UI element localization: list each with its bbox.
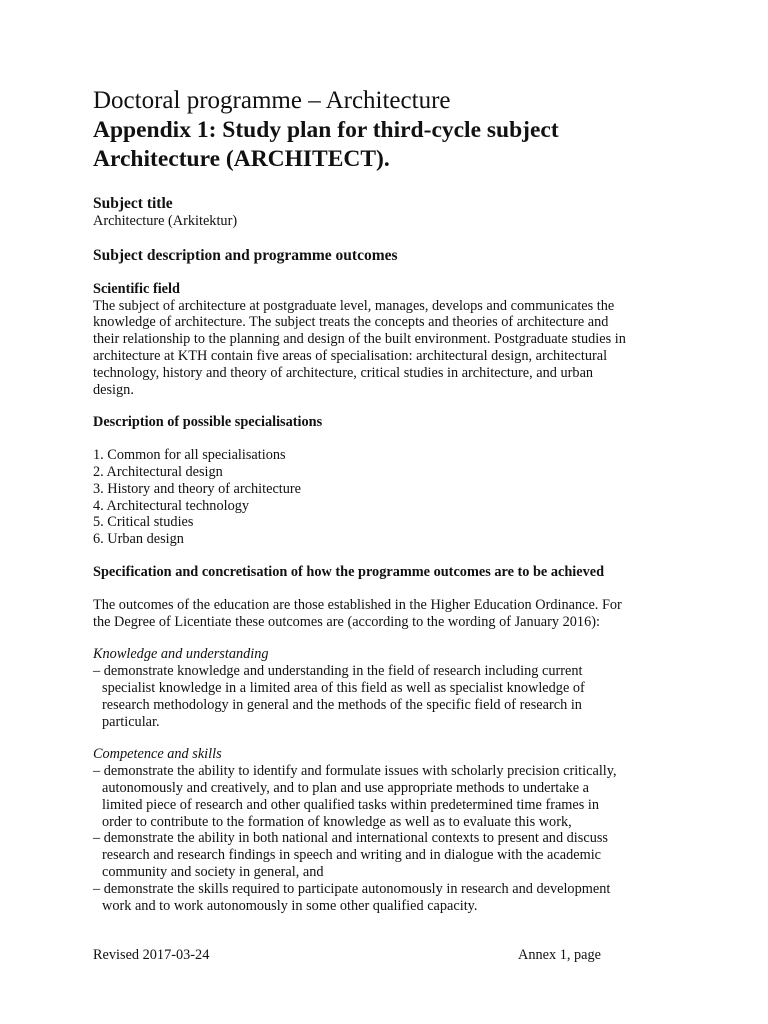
- paragraph-line: – demonstrate the ability in both national and international contexts to present and discuss: [93, 830, 608, 847]
- specialisations-heading: Description of possible specialisations: [93, 414, 323, 431]
- paragraph-line: architecture at KTH contain five areas of specialisation: architectural design, architectural: [93, 347, 608, 364]
- document-body: [93, 86, 683, 914]
- paragraph-line: The outcomes of the education are those established in the Higher Education Ordinance. For: [93, 596, 622, 613]
- paragraph-line: community and society in general, and: [102, 863, 324, 880]
- paragraph-line: specialist knowledge in a limited area of this field as well as specialist knowledge of: [102, 679, 585, 696]
- appendix-title-line-2: Architecture (ARCHITECT).: [93, 146, 390, 172]
- appendix-title-line-1: Appendix 1: Study plan for third-cycle subject: [93, 117, 559, 143]
- list-item: 6. Urban design: [93, 531, 184, 548]
- paragraph-line: the Degree of Licentiate these outcomes are (according to the wording of January 2016):: [93, 613, 600, 630]
- paragraph-line: – demonstrate the ability to identify and formulate issues with scholarly precision critically,: [93, 763, 617, 780]
- list-item: 4. Architectural technology: [93, 497, 250, 514]
- list-item: 1. Common for all specialisations: [93, 447, 286, 464]
- specification-heading: Specification and concretisation of how the programme outcomes are to be achieved: [93, 563, 605, 580]
- paragraph-line: work and to work autonomously in some other qualified capacity.: [102, 897, 478, 914]
- paragraph-line: design.: [93, 381, 134, 398]
- outcomes-intro-paragraph: [93, 597, 683, 631]
- paragraph-line: their relationship to the planning and design of the built environment. Postgraduate studies in: [93, 331, 626, 348]
- competence-list: [93, 763, 683, 914]
- revised-date: Revised 2017-03-24: [93, 947, 210, 963]
- paragraph-line: – demonstrate the skills required to participate autonomously in research and development: [93, 880, 611, 897]
- description-heading: Subject description and programme outcomes: [93, 246, 398, 264]
- list-item: 3. History and theory of architecture: [93, 480, 302, 497]
- scientific-field-heading: Scientific field: [93, 280, 180, 297]
- document-title: Doctoral programme – Architecture: [93, 87, 451, 114]
- paragraph-line: limited piece of research and other qualified tasks within predetermined time frames in: [102, 796, 600, 813]
- specialisations-list: [93, 447, 683, 548]
- paragraph-line: research and research findings in speech and writing and in dialogue with the academic: [102, 847, 602, 864]
- scientific-field-paragraph: [93, 298, 683, 399]
- paragraph-line: research methodology in general and the methods of the specific field of research in: [102, 696, 582, 713]
- paragraph-line: The subject of architecture at postgraduate level, manages, develops and communicates the: [93, 297, 615, 314]
- competence-heading: Competence and skills: [93, 746, 222, 763]
- paragraph-line: knowledge of architecture. The subject treats the concepts and theories of architecture and: [93, 314, 609, 331]
- paragraph-line: particular.: [102, 713, 160, 730]
- page-footer: [93, 947, 601, 964]
- list-item: 2. Architectural design: [93, 463, 223, 480]
- paragraph-line: autonomously and creatively, and to plan and use appropriate methods to undertake a: [102, 779, 590, 796]
- paragraph-line: order to contribute to the formation of knowledge as well as to evaluate this work,: [102, 813, 572, 830]
- annex-page-label: Annex 1, page: [518, 947, 601, 963]
- knowledge-list: [93, 663, 683, 730]
- knowledge-heading: Knowledge and understanding: [93, 646, 269, 663]
- paragraph-line: – demonstrate knowledge and understanding in the field of research including current: [93, 663, 583, 680]
- subject-title-value: Architecture (Arkitektur): [93, 213, 238, 229]
- list-item: 5. Critical studies: [93, 514, 194, 531]
- paragraph-line: technology, history and theory of architecture, critical studies in architecture, and urban: [93, 364, 594, 381]
- subject-title-heading: Subject title: [93, 195, 173, 212]
